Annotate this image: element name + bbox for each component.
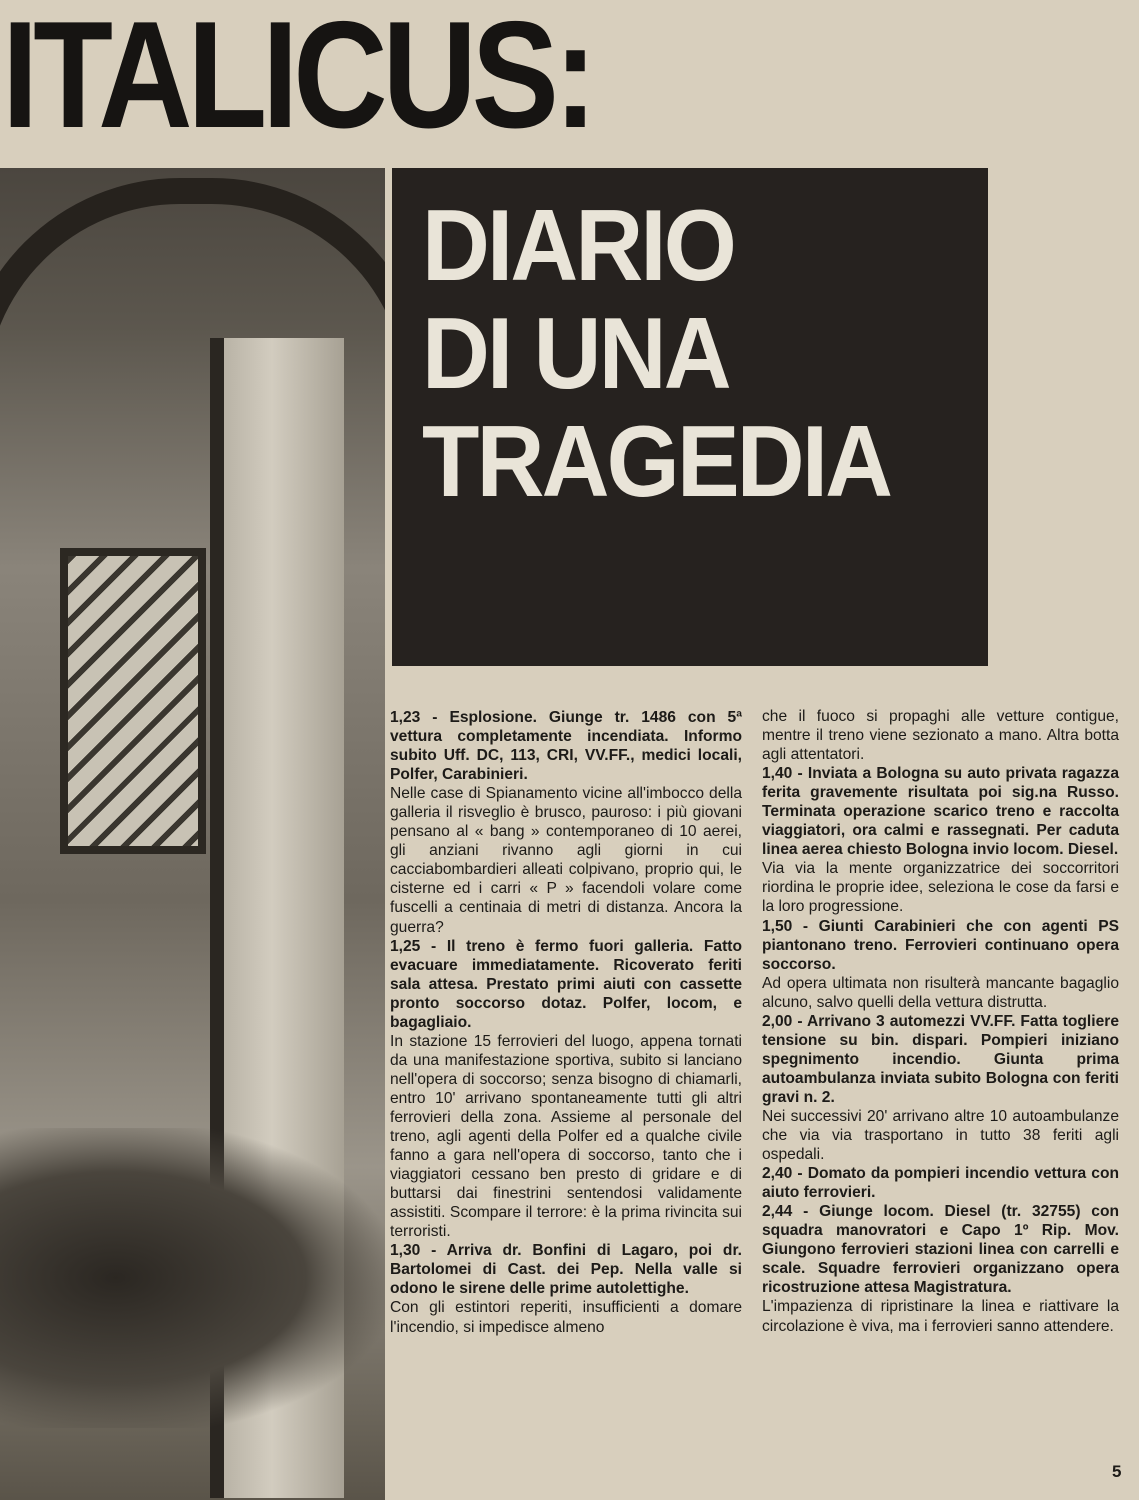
- timeline-entry: 1,50 - Giunti Carabinieri che con agenti PS piantonano treno. Ferrovieri continuano opera soccorso.: [762, 917, 1119, 973]
- headline-line: DI UNA: [422, 298, 729, 410]
- narrative-paragraph: Nelle case di Spianamento vicine all'imbocco della galleria il risveglio è brusco, pauroso: i più giovani pensano al « bang » contemporaneo di 10 aerei, gli anziani rivanno agli giorni in cui cacciabombardieri alleati colpivano, proprio qui, le cisterne ed i carri « P » facendoli volare come fuscelli a centinaia di metri di distanza. Ancora la guerra?: [390, 785, 742, 936]
- timeline-entry: 2,44 - Giunge locom. Diesel (tr. 32755) con squadra manovratori e Capo 1º Rip. Mov. Giungono ferrovieri stazioni linea con carrelli e scale. Squadre ferrovieri organizzano opera ricostruzione attesa Magistratura.: [762, 1203, 1119, 1297]
- timeline-entry: 1,40 - Inviata a Bologna su auto privata ragazza ferita gravemente risultata poi sig.na Russo. Terminata operazione scarico treno e raccolta viaggiatori, ora calmi e rassegnati. Per caduta linea aerea chiesto Bologna invio locom. Diesel.: [762, 765, 1119, 859]
- narrative-paragraph: che il fuoco si propaghi alle vetture contigue, mentre il treno viene sezionato a mano. Altra botta agli attentatori.: [762, 708, 1119, 764]
- timeline-entry: 2,00 - Arrivano 3 automezzi VV.FF. Fatta togliere tensione su bin. dispari. Pompieri iniziano spegnimento incendio. Giunta prima autoambulanza inviata subito Bologna con feriti gravi n. 2.: [762, 1012, 1119, 1106]
- article-column-1: [390, 708, 742, 1337]
- masthead-title: ITALICUS:: [2, 0, 593, 160]
- timeline-entry: 1,30 - Arriva dr. Bonfini di Lagaro, poi dr. Bartolomei di Cast. dei Pep. Nella valle si odono le sirene delle prime autolettighe.: [390, 1242, 742, 1298]
- headline-line: DIARIO: [422, 190, 735, 302]
- train-wreck-photo: [0, 168, 385, 1500]
- narrative-paragraph: L'impazienza di ripristinare la linea e riattivare la circolazione è viva, ma i ferrovieri sanno attendere.: [762, 1298, 1119, 1335]
- timeline-entry: 1,23 - Esplosione. Giunge tr. 1486 con 5ª vettura completamente incendiata. Informo subito Uff. DC, 113, CRI, VV.FF., medici locali, Polfer, Carabinieri.: [390, 709, 742, 784]
- narrative-paragraph: In stazione 15 ferrovieri del luogo, appena tornati da una manifestazione sportiva, subito si lanciano nell'opera di soccorso; senza bisogno di chiamarli, entro 10' arrivano spontaneamente tutti gli altri ferrovieri della zona. Assieme al personale del treno, agli agenti della Polfer ed a qualche civile fanno a gara nell'opera di soccorso, tanto che i viaggiatori cessano ben presto di gridare e di buttarsi dai finestrini sentendosi validamente assistiti. Scompare il terrore: è la prima rivincita sui terroristi.: [390, 1032, 742, 1241]
- narrative-paragraph: Via via la mente organizzatrice dei soccorritori riordina le proprie idee, seleziona le cose da farsi e la loro progressione.: [762, 860, 1119, 916]
- headline: [422, 192, 890, 516]
- timeline-entry: 1,25 - Il treno è fermo fuori galleria. Fatto evacuare immediatamente. Ricoverato feriti sala attesa. Prestato primi aiuti con cassette pronto soccorso dotaz. Polfer, locom, e bagagliaio.: [390, 937, 742, 1031]
- timeline-entry: 2,40 - Domato da pompieri incendio vettura con aiuto ferrovieri.: [762, 1165, 1119, 1202]
- narrative-paragraph: Nei successivi 20' arrivano altre 10 autoambulanze che via via trasportano in tutto 38 feriti agli ospedali.: [762, 1107, 1119, 1164]
- photo-undercarriage: [0, 1128, 385, 1428]
- article-column-2: [762, 707, 1119, 1336]
- headline-line: TRAGEDIA: [422, 406, 891, 518]
- narrative-paragraph: Con gli estintori reperiti, insufficienti a domare l'incendio, si impedisce almeno: [390, 1299, 742, 1336]
- headline-box: [392, 168, 988, 666]
- page-number: 5: [1112, 1462, 1122, 1481]
- photo-broken-window: [60, 548, 206, 854]
- narrative-paragraph: Ad opera ultimata non risulterà mancante bagaglio alcuno, salvo quelli della vettura distrutta.: [762, 974, 1119, 1011]
